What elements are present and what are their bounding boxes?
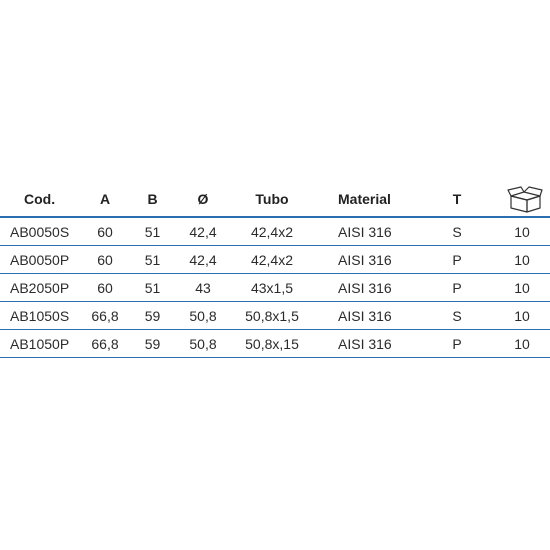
- table-row: [0, 218, 550, 246]
- row-separator: [0, 357, 550, 358]
- cell-qty: 10: [514, 280, 530, 296]
- header-tubo: Tubo: [255, 191, 289, 207]
- table-row: [0, 330, 550, 358]
- header-t: T: [452, 191, 462, 207]
- cell-tubo: 50,8x,15: [245, 336, 299, 352]
- cell-tubo: 43x1,5: [250, 280, 294, 296]
- cell-b: 59: [144, 308, 161, 324]
- cell-cod: AB1050P: [10, 336, 70, 352]
- cell-a: 60: [97, 252, 113, 268]
- cell-qty: 10: [514, 336, 530, 352]
- cell-t: P: [452, 280, 462, 296]
- cell-cod: AB0050P: [10, 252, 70, 268]
- cell-b: 51: [144, 280, 161, 296]
- cell-a: 66,8: [91, 308, 119, 324]
- cell-diameter: 50,8: [189, 336, 217, 352]
- table-row: [0, 246, 550, 274]
- cell-t: P: [452, 336, 462, 352]
- cell-material: AISI 316: [338, 280, 392, 296]
- cell-qty: 10: [514, 252, 530, 268]
- table-header-row: [0, 180, 550, 218]
- spec-table: [0, 180, 550, 358]
- cell-a: 60: [97, 280, 113, 296]
- cell-tubo: 42,4x2: [250, 252, 294, 268]
- cell-t: S: [452, 308, 462, 324]
- header-material: Material: [338, 191, 391, 207]
- header-cod: Cod.: [24, 191, 56, 207]
- header-a: A: [99, 191, 111, 207]
- cell-a: 66,8: [91, 336, 119, 352]
- cell-tubo: 42,4x2: [250, 224, 294, 240]
- cell-qty: 10: [514, 308, 530, 324]
- box-icon: [504, 180, 546, 218]
- cell-cod: AB0050S: [10, 224, 70, 240]
- cell-b: 51: [144, 252, 161, 268]
- cell-qty: 10: [514, 224, 530, 240]
- cell-b: 59: [144, 336, 161, 352]
- cell-material: AISI 316: [338, 308, 392, 324]
- cell-tubo: 50,8x1,5: [245, 308, 299, 324]
- cell-diameter: 42,4: [189, 224, 217, 240]
- cell-material: AISI 316: [338, 336, 392, 352]
- cell-diameter: 43: [195, 280, 211, 296]
- table-row: [0, 274, 550, 302]
- header-b: B: [147, 191, 158, 207]
- cell-cod: AB1050S: [10, 308, 70, 324]
- cell-cod: AB2050P: [10, 280, 70, 296]
- table-row: [0, 302, 550, 330]
- cell-t: P: [452, 252, 462, 268]
- cell-b: 51: [144, 224, 161, 240]
- cell-diameter: 50,8: [189, 308, 217, 324]
- box-icon-graphic: [507, 184, 543, 214]
- header-diameter: Ø: [197, 191, 209, 207]
- cell-material: AISI 316: [338, 224, 392, 240]
- cell-a: 60: [97, 224, 113, 240]
- cell-diameter: 42,4: [189, 252, 217, 268]
- cell-material: AISI 316: [338, 252, 392, 268]
- cell-t: S: [452, 224, 462, 240]
